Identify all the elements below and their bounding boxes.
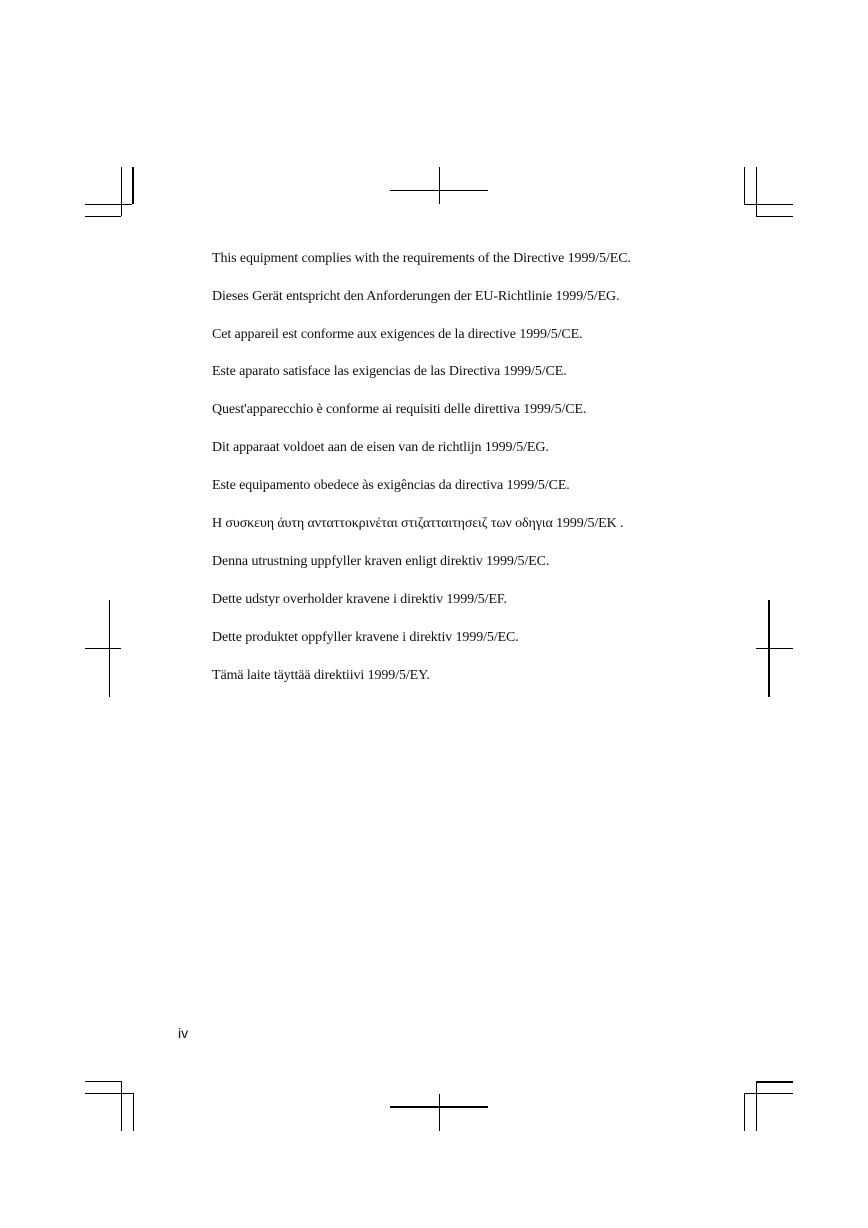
statement-swedish: Denna utrustning uppfyller kraven enligt direktiv 1999/5/EC. bbox=[212, 554, 550, 569]
page-number: iv bbox=[178, 1025, 189, 1041]
statement-italian: Quest'apparecchio è conforme ai requisiti delle direttiva 1999/5/CE. bbox=[212, 402, 587, 417]
statement-danish: Dette udstyr overholder kravene i direktiv 1999/5/EF. bbox=[212, 592, 507, 607]
statement-finnish: Tämä laite täyttää direktiivi 1999/5/EY. bbox=[212, 668, 430, 683]
statement-norwegian: Dette produktet oppfyller kravene i direktiv 1999/5/EC. bbox=[212, 630, 519, 645]
statement-french: Cet appareil est conforme aux exigences de la directive 1999/5/CE. bbox=[212, 327, 583, 342]
statement-spanish: Este aparato satisface las exigencias de las Directiva 1999/5/CE. bbox=[212, 364, 567, 379]
statement-greek: Η συσκευη άυτη ανταττοκρινέται στιζατταιτησειζ των οδηγια 1999/5/EK . bbox=[212, 516, 624, 531]
statement-german: Dieses Gerät entspricht den Anforderungen der EU-Richtlinie 1999/5/EG. bbox=[212, 289, 620, 304]
statement-dutch: Dit apparaat voldoet aan de eisen van de richtlijn 1999/5/EG. bbox=[212, 440, 549, 455]
statement-portuguese: Este equipamento obedece às exigências da directiva 1999/5/CE. bbox=[212, 478, 570, 493]
statement-english: This equipment complies with the requirements of the Directive 1999/5/EC. bbox=[212, 251, 631, 266]
